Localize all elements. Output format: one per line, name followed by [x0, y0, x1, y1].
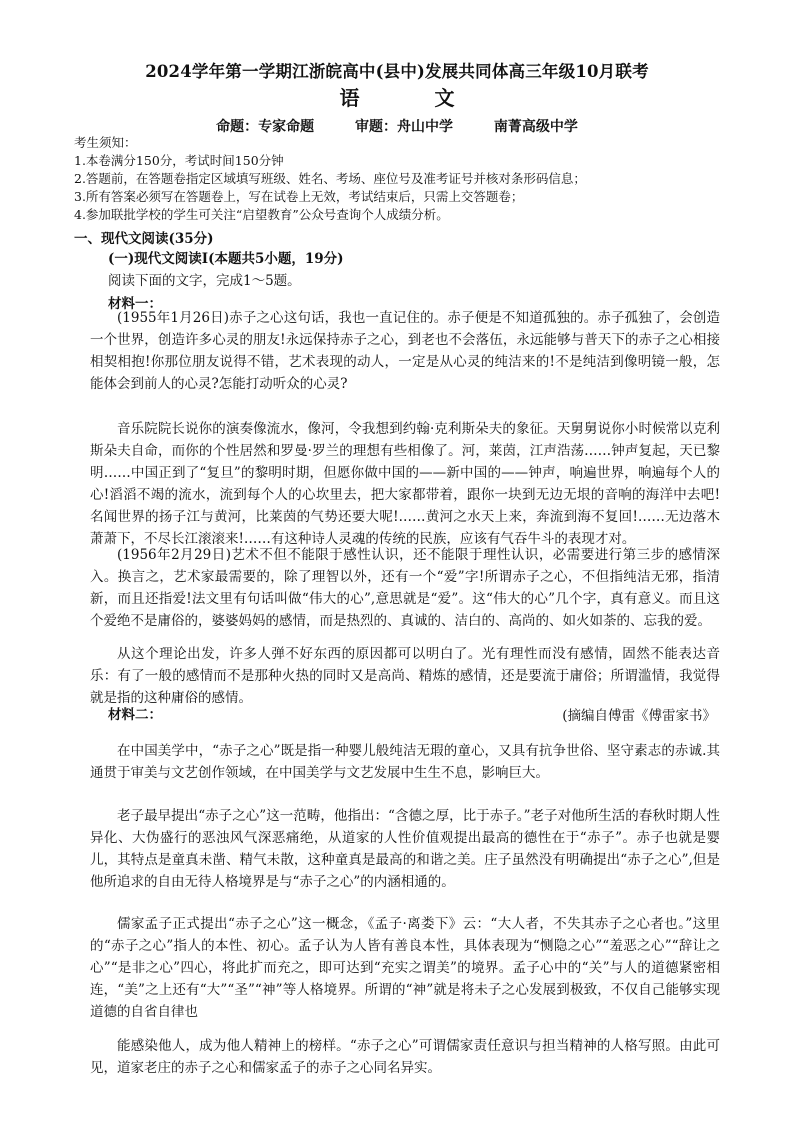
subject-title: 语 文: [339, 86, 489, 110]
notice-item: 3.所有答案必须写在答题卷上，写在试卷上无效，考试结束后，只需上交答题卷；: [74, 189, 524, 204]
material-label: 材料一：: [108, 296, 162, 312]
credit-author: 命题：专家命题: [216, 119, 315, 135]
notice-heading: 考生须知：: [74, 135, 137, 150]
notice-item: 4.参加联批学校的学生可关注“启望教育”公众号查询个人成绩分析。: [74, 207, 449, 222]
credit-reviewer: 审题：舟山中学: [355, 119, 453, 135]
instruction: 阅读下面的文字，完成1～5题。: [108, 273, 301, 289]
section-title: 一、现代文阅读(35分): [74, 231, 214, 247]
credit-reviewer-2: 南菁高级中学: [493, 119, 578, 135]
paragraph: (1955年1月26日)赤子之心这句话，我也一直记住的。赤子便是不知道孤独的。赤子孤独了，会创造一个世界，创造许多心灵的朋友!永远保持赤子之心，到老也不会落伍，永远能够与普天下的赤子之心相接相契相抱!你那位朋友说得不错，艺术表现的动人，一定是从心灵的纯洁来的!不是纯洁到像明镜一般，怎能体会到前人的心灵?怎能打动听众的心灵?: [90, 310, 720, 392]
material-label: 材料二：: [108, 707, 162, 723]
paragraph: 儒家孟子正式提出“赤子之心”这一概念，《孟子·离娄下》云：“大人者，不失其赤子之心者也。”这里的“赤子之心”指人的本性、初心。孟子认为人皆有善良本性，具体表现为“恻隐之心”“羞恶之心”“辞让之心”“是非之心”四心，将此扩而充之，即可达到“充实之谓美”的境界。孟子心中的“关”与人的道德紧密相连，“美”之上还有“大”“圣”“神”等人格境界。所谓的“神”就是将未子之心发展到极致，不仅自己能够实现道德的自省自律也: [90, 916, 720, 1020]
paragraph: 能感染他人，成为他人精神上的榜样。“赤子之心”可谓儒家责任意识与担当精神的人格写照。由此可见，道家老庄的赤子之心和儒家孟子的赤子之心同名异实。: [90, 1038, 720, 1076]
paragraph: 在中国美学中，“赤子之心”既是指一种婴儿般纯洁无瑕的童心，又具有抗争世俗、坚守素志的赤诚.其通贯于审美与文艺创作领域，在中国美学与文艺发展中生生不息，影响巨大。: [90, 743, 720, 781]
paragraph: 老子最早提出“赤子之心”这一范畴，他指出：“含德之厚，比于赤子。”老子对他所生活的春秋时期人性异化、大伪盛行的恶浊风气深恶痛绝，从道家的人性价值观提出最高的德性在于“赤子”。赤子也就是婴儿，其特点是童真未凿、精气未散，这种童真是最高的和谐之美。庄子虽然没有明确提出“赤子之心”,但是他所追求的自由无待人格境界是与“赤子之心”的内涵相通的。: [90, 808, 720, 890]
paragraph: 音乐院院长说你的演奏像流水，像河，令我想到约翰·克利斯朵夫的象征。天舅舅说你小时候常以克利斯朵夫自命，而你的个性居然和罗曼·罗兰的理想有些相像了。河，莱茵，江声浩荡……钟声复起，天已黎明……中国正到了“复旦”的黎明时期，但愿你做中国的——新中国的——钟声，响遍世界，响遍每个人的心!滔滔不竭的流水，流到每个人的心坎里去，把大家都带着，跟你一块到无边无垠的音响的海洋中去吧!名闻世界的扬子江与黄河，比莱茵的气势还要大呢!……黄河之水天上来，奔流到海不复回!……无边落木萧萧下，不尽长江滚滚来!……有这种诗人灵魂的传统的民族，应该有气吞牛斗的表现才对。: [90, 421, 720, 547]
paragraph: (1956年2月29日)艺术不但不能限于感性认识，还不能限于理性认识，必需要进行第三步的感情深入。换言之，艺术家最需要的，除了理智以外，还有一个“爱”字!所谓赤子之心，不但指纯洁无邪，指清新，而且还指爱!法文里有句话叫做“伟大的心”,意思就是“爱”。这“伟大的心”几个字，真有意义。而且这个爱绝不是庸俗的，婆婆妈妈的感情，而是热烈的、真诚的、洁白的、高尚的、如火如荼的、忘我的爱。: [90, 547, 720, 629]
paragraph: 从这个理论出发，许多人弹不好东西的原因都可以明白了。光有理性而没有感情，固然不能表达音乐：有了一般的感情而不是那种火热的同时又是高尚、精炼的感情，还是要流于庸俗；所谓滥情，我觉得就是指的这种庸俗的感情。: [90, 646, 720, 706]
source-citation: (摘编自傅雷《傅雷家书》: [562, 708, 716, 724]
notice-item: 2.答题前，在答题卷指定区域填写班级、姓名、考场、座位号及准考证号并核对条形码信息；: [74, 171, 586, 186]
subsection-title: (一)现代文阅读Ⅰ(本题共5小题，19分): [108, 251, 344, 267]
credits-line: [0, 116, 794, 136]
notice-item: 1.本卷满分150分，考试时间150分钟: [74, 153, 284, 168]
exam-title: 2024学年第一学期江浙皖高中(县中)发展共同体高三年级10月联考: [145, 62, 649, 81]
